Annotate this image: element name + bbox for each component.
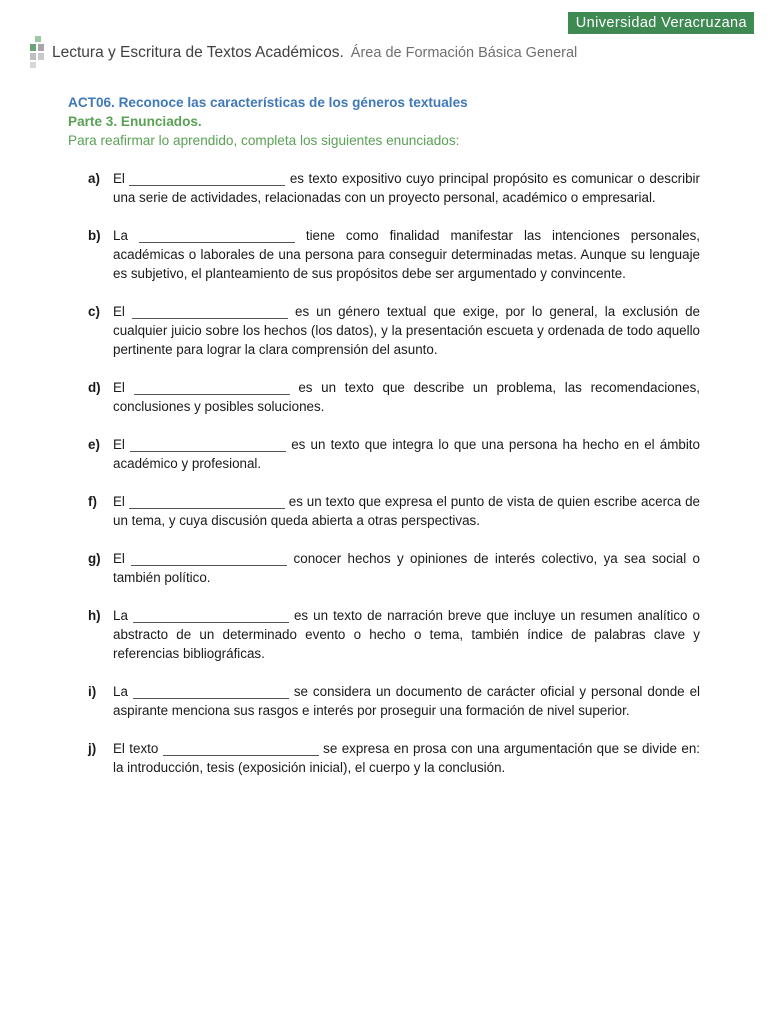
item-suffix: es un texto que expresa el punto de vista de quien escribe acerca de un tema, y cuya discusión queda abierta a otras perspectivas. [113,494,700,528]
item-suffix: es texto expositivo cuyo principal propósito es comunicar o describir una serie de actividades, relacionadas con un proyecto personal, académico o empresarial. [113,171,700,205]
exercise-item [88,378,700,416]
item-text [113,606,700,663]
item-prefix: La [113,228,139,243]
item-letter: j) [88,741,97,756]
item-suffix: tiene como finalidad manifestar las intenciones personales, académicas o laborales de una persona para conseguir determinadas metas. Aunque su lenguaje es subjetivo, el planteamiento de sus propósitos debe ser argumentado y convincente. [113,228,700,281]
item-text [113,549,700,587]
item-suffix: es un texto que describe un problema, las recomendaciones, conclusiones y posibles soluciones. [113,380,700,414]
item-text [113,226,700,283]
item-letter: a) [88,171,100,186]
exercise-item [88,435,700,473]
item-text [113,682,700,720]
answer-blank-input[interactable] [129,495,285,509]
item-text [113,492,700,530]
answer-blank-input[interactable] [139,229,295,243]
item-suffix: conocer hechos y opiniones de interés colectivo, ya sea social o también político. [113,551,700,585]
item-text [113,302,700,359]
exercise-item [88,682,700,720]
exercise-item [88,549,700,587]
exercise-list [88,169,700,796]
activity-title: ACT06. Reconoce las características de los géneros textuales [68,95,468,110]
course-title: Lectura y Escritura de Textos Académicos. [52,44,344,61]
answer-blank-input[interactable] [134,381,290,395]
item-suffix: se considera un documento de carácter oficial y personal donde el aspirante menciona sus rasgos e interés por proseguir una formación de nivel superior. [113,684,700,718]
item-letter: f) [88,494,97,509]
item-suffix: es un texto que integra lo que una persona ha hecho en el ámbito académico y profesional. [113,437,700,471]
page-header [30,36,577,70]
answer-blank-input[interactable] [130,438,286,452]
item-prefix: El [113,304,132,319]
item-prefix: La [113,684,133,699]
item-prefix: La [113,608,133,623]
item-letter: e) [88,437,100,452]
exercise-item [88,226,700,283]
item-prefix: El [113,437,131,452]
item-letter: d) [88,380,101,395]
item-letter: g) [88,551,101,566]
part-title: Parte 3. Enunciados. [68,114,202,129]
exercise-item [88,169,700,207]
answer-blank-input[interactable] [132,305,288,319]
item-suffix: es un género textual que exige, por lo general, la exclusión de cualquier juicio sobre los hechos (los datos), y la presentación escueta y ordenada de todo aquello pertinente para lograr la clara comprensión del asunto. [113,304,700,357]
answer-blank-input[interactable] [133,685,289,699]
item-text [113,169,700,207]
item-letter: b) [88,228,101,243]
answer-blank-input[interactable] [129,172,285,186]
exercise-item [88,492,700,530]
item-prefix: El [113,380,134,395]
activity-intro [68,93,708,150]
item-prefix: El [113,494,129,509]
item-text [113,378,700,416]
item-text [113,435,700,473]
university-brand-bar: Universidad Veracruzana [568,12,754,34]
answer-blank-input[interactable] [163,742,319,756]
item-suffix: es un texto de narración breve que incluye un resumen analítico o abstracto de un determinado evento o hecho o tema, también índice de palabras clave y referencias bibliográficas. [113,608,700,661]
item-letter: i) [88,684,97,699]
course-subtitle: Área de Formación Básica General [350,45,578,61]
exercise-item [88,302,700,359]
item-text [113,739,700,777]
item-prefix: El [113,171,130,186]
item-letter: c) [88,304,100,319]
item-prefix: El [113,551,132,566]
university-logo-icon [30,36,48,70]
answer-blank-input[interactable] [133,609,289,623]
item-letter: h) [88,608,101,623]
item-prefix: El texto [113,741,163,756]
item-suffix: se expresa en prosa con una argumentación que se divide en: la introducción, tesis (exposición inicial), el cuerpo y la conclusión. [113,741,700,775]
exercise-item [88,739,700,777]
answer-blank-input[interactable] [131,552,287,566]
instructions: Para reafirmar lo aprendido, completa los siguientes enunciados: [68,133,460,148]
exercise-item [88,606,700,663]
